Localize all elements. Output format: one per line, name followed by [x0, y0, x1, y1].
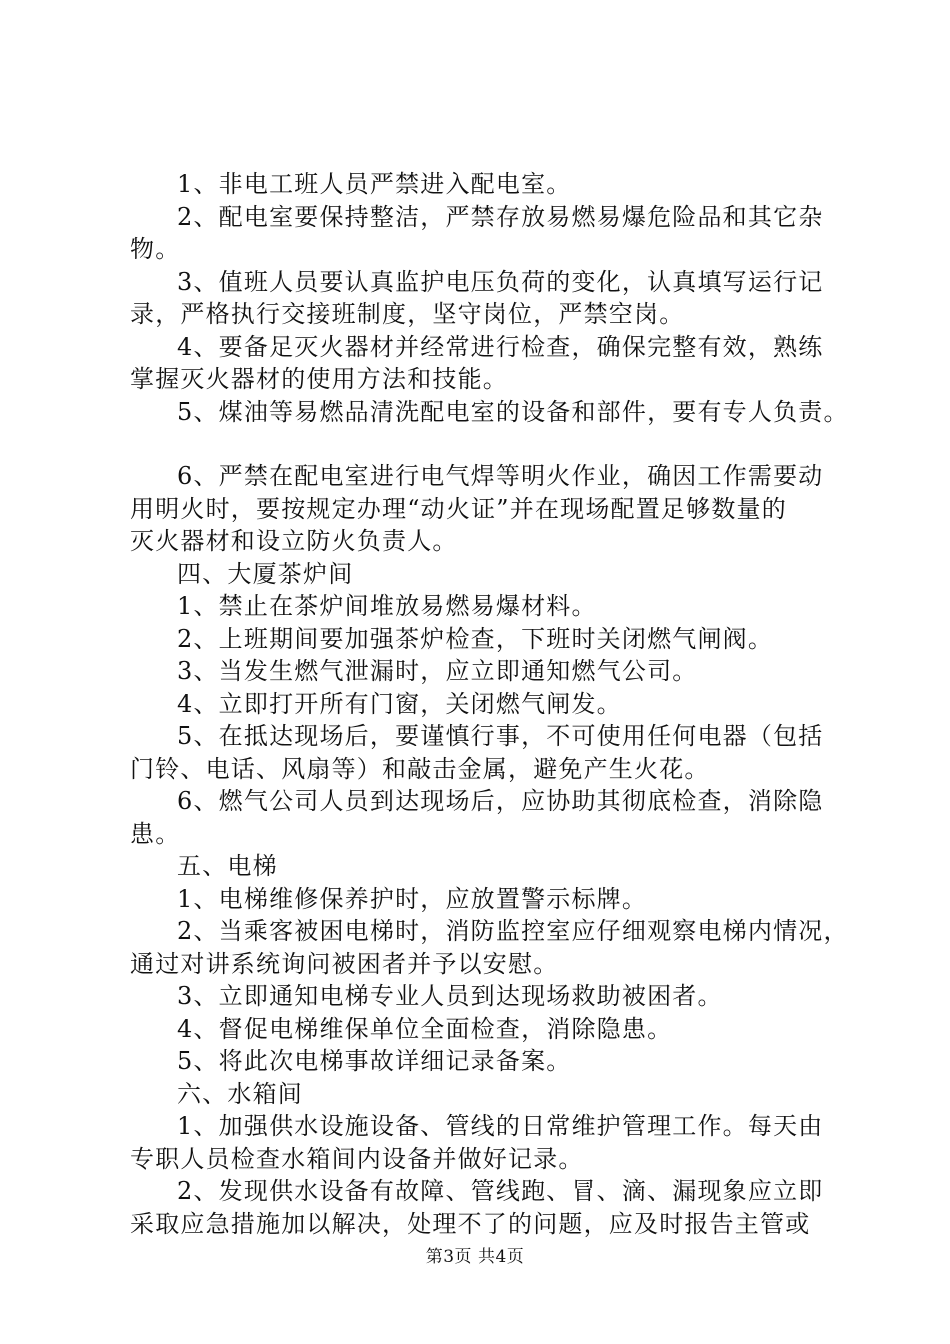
paragraph-line: 4、督促电梯维保单位全面检查，消除隐患。 [177, 1014, 673, 1043]
paragraph-line: 门铃、电话、风扇等）和敲击金属，避免产生火花。 [130, 754, 710, 783]
paragraph-line: 1、禁止在茶炉间堆放易燃易爆材料。 [177, 592, 597, 620]
paragraph-line: 用明火时，要按规定办理“动火证”并在现场配置足够数量的 [130, 494, 787, 523]
paragraph-line: 4、立即打开所有门窗，关闭燃气闸发。 [177, 689, 622, 718]
paragraph-line: 物。 [130, 235, 181, 263]
document-body [130, 168, 849, 1240]
paragraph-line: 3、当发生燃气泄漏时，应立即通知燃气公司。 [177, 657, 698, 685]
paragraph-line: 通过对讲系统询问被困者并予以安慰。 [130, 949, 559, 978]
paragraph-line: 4、要备足灭火器材并经常进行检查，确保完整有效，熟练 [177, 332, 824, 361]
paragraph-line: 2、当乘客被困电梯时，消防监控室应仔细观察电梯内情况， [177, 917, 849, 945]
section-heading: 六、水箱间 [177, 1079, 303, 1108]
paragraph-line: 2、配电室要保持整洁，严禁存放易燃易爆危险品和其它杂 [177, 202, 824, 231]
paragraph-line: 6、燃气公司人员到达现场后，应协助其彻底检查，消除隐 [177, 787, 824, 815]
paragraph-line: 1、电梯维修保养护时，应放置警示标牌。 [177, 884, 648, 913]
paragraph-line: 5、在抵达现场后，要谨慎行事，不可使用任何电器（包括 [177, 722, 824, 750]
paragraph-line: 2、上班期间要加强茶炉检查，下班时关闭燃气闸阀。 [177, 624, 774, 653]
paragraph-line: 5、将此次电梯事故详细记录备案。 [177, 1047, 572, 1075]
paragraph-gap [130, 428, 830, 460]
paragraph-line: 6、严禁在配电室进行电气焊等明火作业，确因工作需要动 [177, 462, 824, 490]
paragraph-line: 掌握灭火器材的使用方法和技能。 [130, 365, 508, 393]
page-number-footer: 第3页 共4页 [425, 1247, 525, 1267]
paragraph-line: 3、立即通知电梯专业人员到达现场救助被困者。 [177, 982, 723, 1010]
paragraph-line: 1、非电工班人员严禁进入配电室。 [177, 170, 572, 198]
paragraph-line: 2、发现供水设备有故障、管线跑、冒、滴、漏现象应立即 [177, 1177, 824, 1205]
paragraph-line: 3、值班人员要认真监护电压负荷的变化，认真填写运行记 [177, 267, 824, 296]
paragraph-line: 专职人员检查水箱间内设备并做好记录。 [130, 1144, 584, 1173]
paragraph-line: 5、煤油等易燃品清洗配电室的设备和部件，要有专人负责。 [177, 397, 849, 426]
paragraph-line: 录，严格执行交接班制度，坚守岗位，严禁空岗。 [130, 300, 685, 328]
paragraph-line: 采取应急措施加以解决，处理不了的问题，应及时报告主管或 [130, 1209, 811, 1238]
paragraph-line: 1、加强供水设施设备、管线的日常维护管理工作。每天由 [177, 1112, 824, 1140]
paragraph-line: 灭火器材和设立防火负责人。 [130, 527, 458, 555]
paragraph-line: 患。 [130, 819, 181, 848]
section-heading: 五、电梯 [177, 852, 278, 880]
section-heading: 四、大厦茶炉间 [177, 559, 354, 588]
